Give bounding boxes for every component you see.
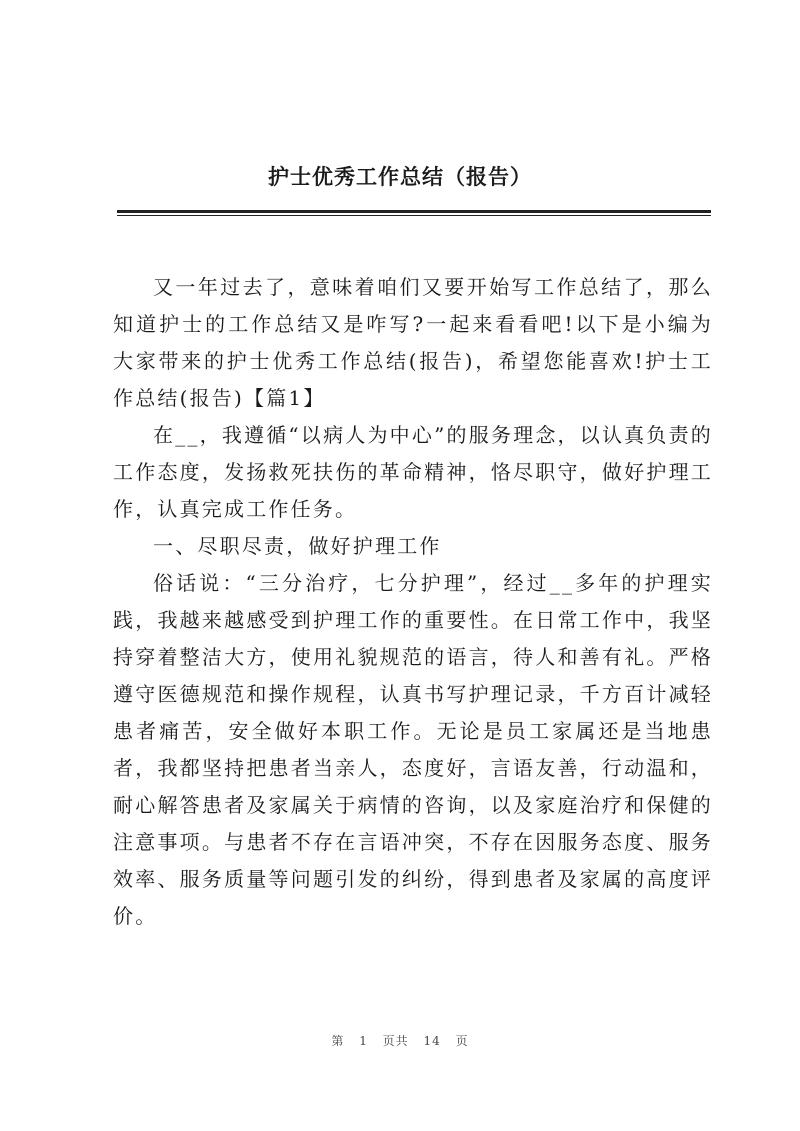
footer-suffix: 页 bbox=[455, 1034, 469, 1048]
footer-page-number: 1 bbox=[359, 1034, 368, 1048]
footer-middle: 页共 bbox=[382, 1034, 409, 1048]
footer-prefix: 第 bbox=[331, 1034, 345, 1048]
paragraph-intro: 又一年过去了，意味着咱们又要开始写工作总结了，那么知道护士的工作总结又是咋写?一起来看看吧!以下是小编为大家带来的护士优秀工作总结(报告)，希望您能喜欢!护士工作总结(报告)【篇1】 bbox=[113, 275, 713, 410]
document-body bbox=[113, 269, 713, 935]
document-title: 护士优秀工作总结（报告） bbox=[268, 164, 532, 189]
footer-total-pages: 14 bbox=[423, 1034, 441, 1048]
paragraph-service: 在__，我遵循“以病人为中心”的服务理念，以认真负责的工作态度，发扬救死扶伤的革命精神，恪尽职守，做好护理工作，认真完成工作任务。 bbox=[113, 423, 713, 521]
section-heading: 一、尽职尽责，做好护理工作 bbox=[153, 534, 442, 558]
page-footer bbox=[0, 1032, 800, 1049]
title-rule-thin bbox=[117, 215, 711, 216]
paragraph-nursing: 俗话说：“三分治疗，七分护理”，经过__多年的护理实践，我越来越感受到护理工作的重要性。在日常工作中，我坚持穿着整洁大方，使用礼貌规范的语言，待人和善有礼。严格遵守医德规范和操作规程，认真书写护理记录，千方百计减轻患者痛苦，安全做好本职工作。无论是员工家属还是当地患者，我都坚持把患者当亲人，态度好，言语友善，行动温和，耐心解答患者及家属关于病情的咨询，以及家庭治疗和保健的注意事项。与患者不存在言语冲突，不存在因服务态度、服务效率、服务质量等问题引发的纠纷，得到患者及家属的高度评价。 bbox=[113, 571, 713, 928]
title-rule-thick bbox=[117, 210, 711, 213]
